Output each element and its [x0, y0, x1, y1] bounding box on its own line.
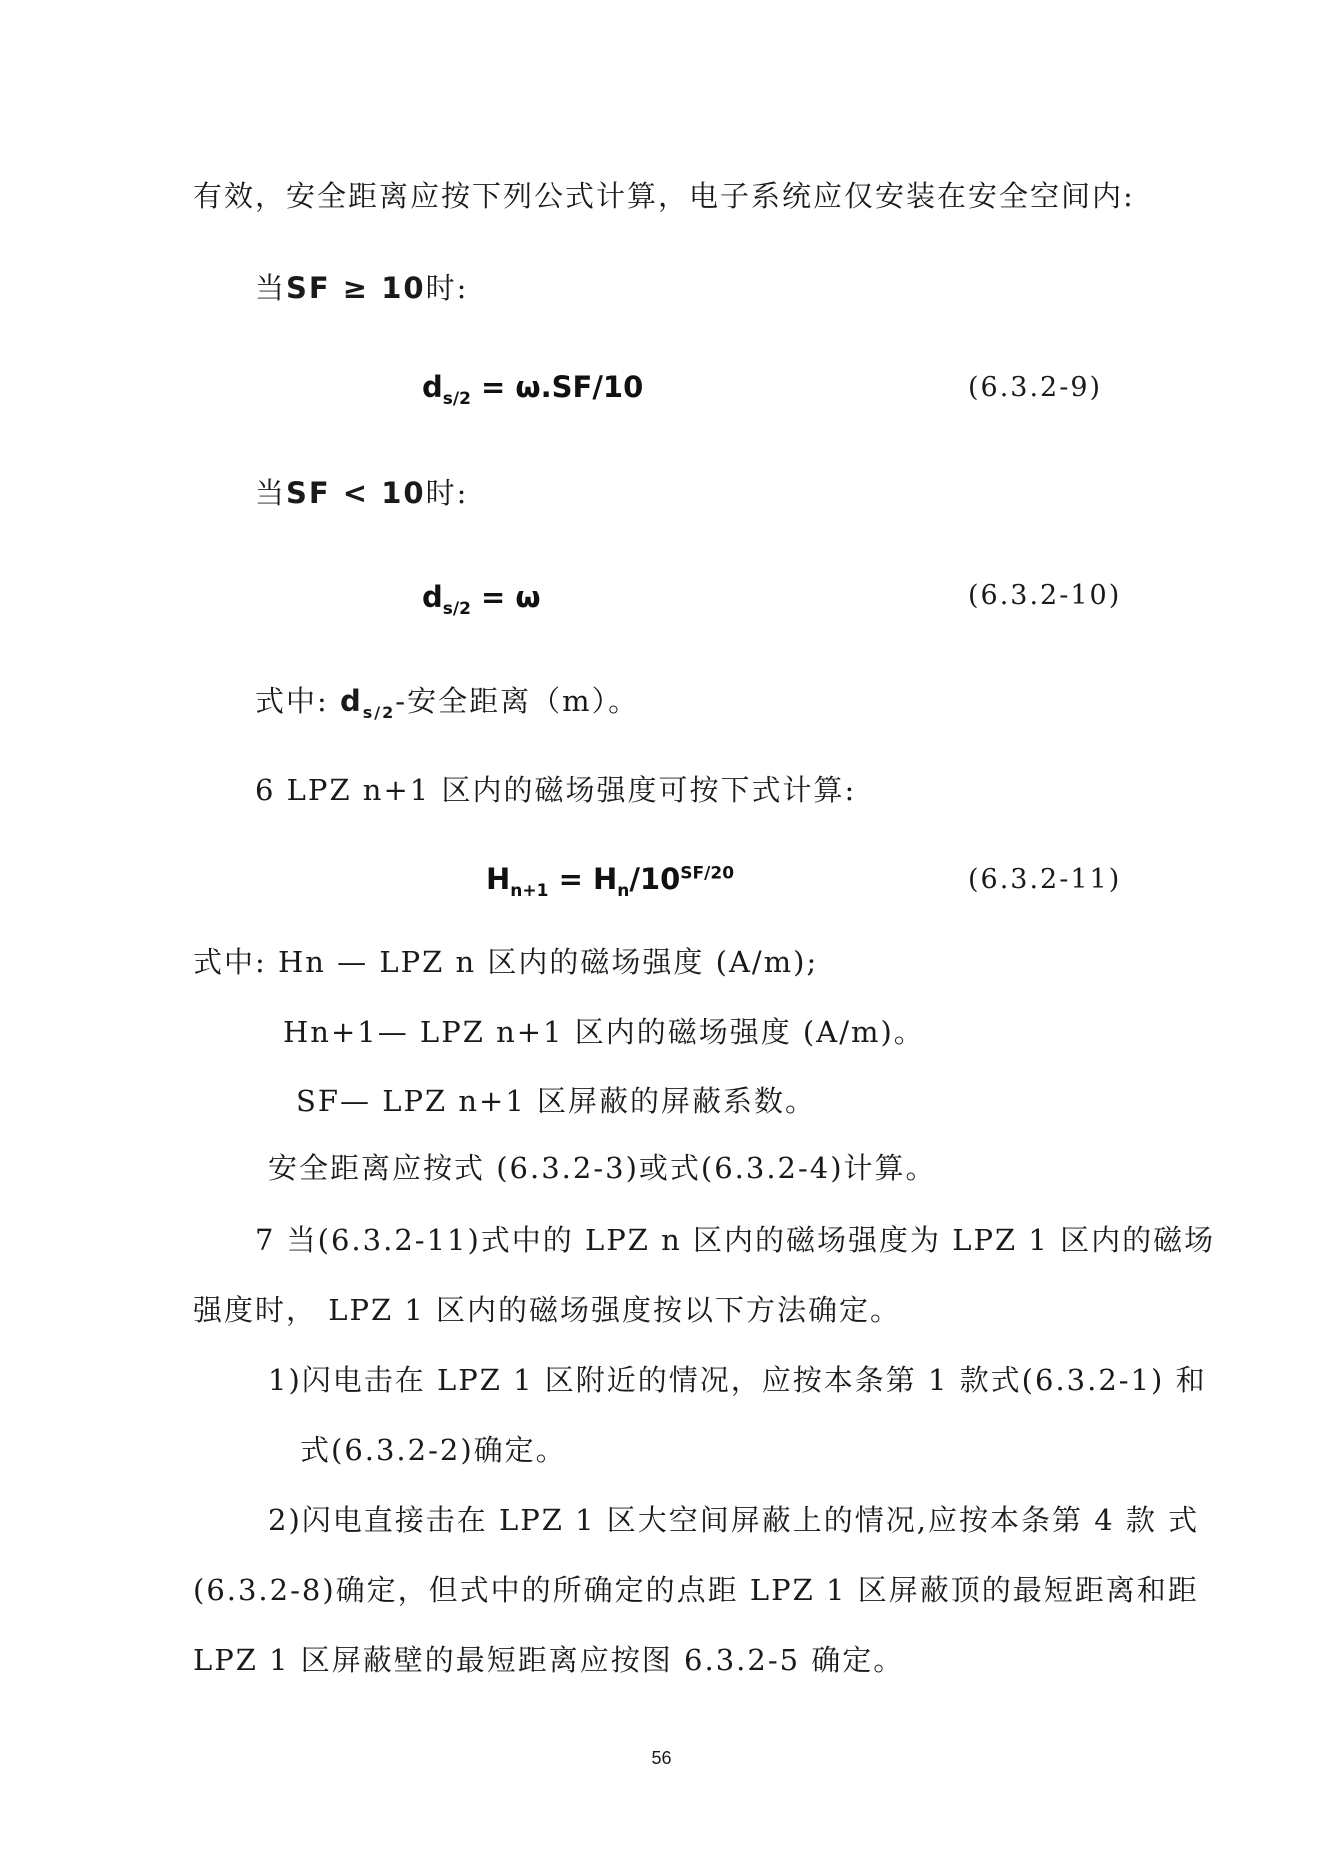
item-6: 6 LPZ n+1 区内的磁场强度可按下式计算: [255, 773, 857, 807]
equation-number-11: (6.3.2-11) [968, 864, 1122, 895]
note-safety-distance: 安全距离应按式 (6.3.2-3)或式(6.3.2-4)计算。 [268, 1151, 937, 1185]
sub-item-2-line-2: (6.3.2-8)确定，但式中的所确定的点距 LPZ 1 区屏蔽顶的最短距离和距 [193, 1573, 1199, 1607]
where-hn: 式中: Hn — LPZ n 区内的磁场强度 (A/m); [193, 945, 819, 979]
equation-number-9: (6.3.2-9) [968, 372, 1103, 403]
sub-item-1-line-2: 式(6.3.2-2)确定。 [300, 1433, 567, 1467]
sub-item-1-line-1: 1)闪电击在 LPZ 1 区附近的情况，应按本条第 1 款式(6.3.2-1) 和 [268, 1363, 1207, 1397]
where-safety-distance: 式中: $d_{s/2}-$安全距离（m）。 [255, 684, 640, 722]
item-7-line-1: 7 当(6.3.2-11)式中的 LPZ n 区内的磁场强度为 LPZ 1 区内的磁场 [255, 1223, 1216, 1257]
sub-item-2-line-1: 2)闪电直接击在 LPZ 1 区大空间屏蔽上的情况,应按本条第 4 款 式 [268, 1503, 1200, 1537]
item-7-line-2: 强度时， LPZ 1 区内的磁场强度按以下方法确定。 [193, 1293, 902, 1327]
where-sf: SF— LPZ n+1 区屏蔽的屏蔽系数。 [296, 1084, 816, 1118]
formula-6-3-2-10: $d_{s/2} = \omega$ [422, 580, 541, 619]
condition-sf-ge-10: 当SF ≥ 10时: [255, 271, 469, 305]
formula-6-3-2-11: $H_{n+1} = H_n/10^{SF/20}$ [486, 862, 735, 901]
condition-sf-lt-10: 当SF < 10时: [255, 476, 469, 510]
paragraph-intro: 有效，安全距离应按下列公式计算，电子系统应仅安装在安全空间内: [193, 179, 1135, 213]
where-hn1: Hn+1— LPZ n+1 区内的磁场强度 (A/m)。 [283, 1015, 925, 1049]
equation-number-10: (6.3.2-10) [968, 580, 1122, 611]
page-number: 56 [651, 1748, 672, 1768]
formula-6-3-2-9: $d_{s/2} = \omega.SF/10$ [422, 370, 644, 409]
sub-item-2-line-3: LPZ 1 区屏蔽壁的最短距离应按图 6.3.2-5 确定。 [193, 1643, 905, 1677]
